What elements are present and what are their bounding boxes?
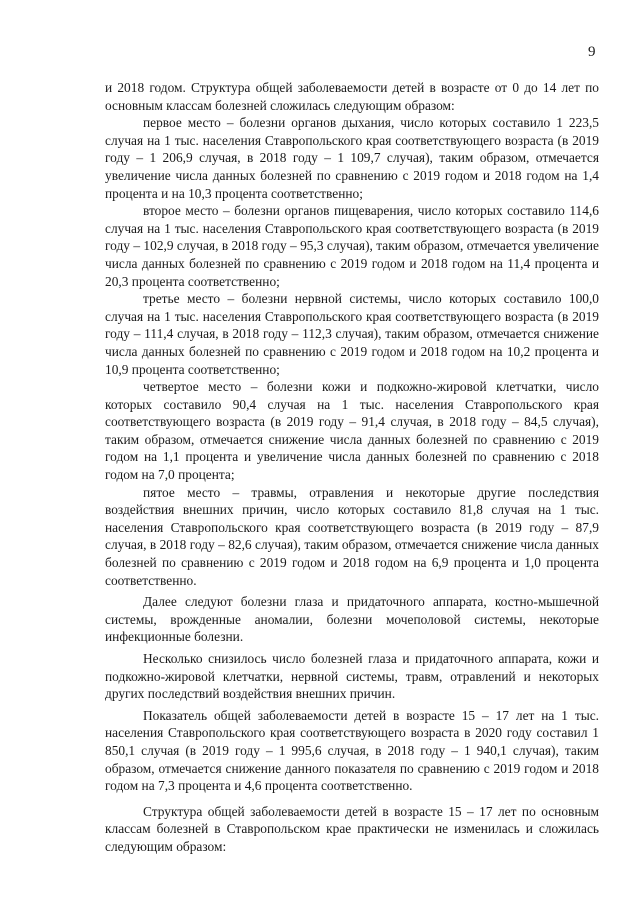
- paragraph-fourth-place: четвертое место – болезни кожи и подкожно-жировой клетчатки, число которых составило 90,4 случая на 1 тыс. населения Ставропольского края соответствующего возраста (в 2019 году – 91,4 случая, в 2018 году – 84,5 случая), таким образом, отмечается снижение числа данных болезней по сравнению с 2019 годом на 1,1 процента и увеличение числа данных болезней по сравнению с 2018 годом на 7,0 процента;: [105, 379, 599, 483]
- paragraph-intro: и 2018 годом. Структура общей заболеваемости детей в возрасте от 0 до 14 лет по основным классам болезней сложилась следующим образом:: [105, 80, 599, 113]
- paragraph-teen-structure: Структура общей заболеваемости детей в возрасте 15 – 17 лет по основным классам болезней в Ставропольском крае практически не изменилась и сложилась следующим образом:: [105, 803, 599, 854]
- paragraph-teen-indicator: Показатель общей заболеваемости детей в возрасте 15 – 17 лет на 1 тыс. населения Ставропольского края соответствующего возраста в 2020 году составил 1 850,1 случая (в 2019 году – 1 995,6 случая, в 2018 году – 1 940,1 случая), таким образом, отмечается снижение данного показателя по сравнению с 2019 годом и 2018 годом на 7,3 процента и 4,6 процента соответственно.: [105, 707, 599, 794]
- paragraph-second-place: второе место – болезни органов пищеварения, число которых составило 114,6 случая на 1 тыс. населения Ставропольского края соответствующего возраста (в 2019 году – 102,9 случая, в 2018 году – 95,3 случая), таким образом, отмечается увеличение числа данных болезней по сравнению с 2019 годом и 2018 годом на 11,4 процента и 20,3 процента соответственно;: [105, 203, 599, 289]
- document-body: [105, 79, 599, 856]
- page-number: 9: [588, 44, 596, 60]
- paragraph-following-diseases: Далее следуют болезни глаза и придаточного аппарата, костно-мышечной системы, врожденные аномалии, болезни мочеполовой системы, некоторые инфекционные болезни.: [105, 594, 599, 645]
- paragraph-fifth-place: пятое место – травмы, отравления и некоторые другие последствия воздействия внешних причин, число которых составило 81,8 случая на 1 тыс. населения Ставропольского края соответствующего возраста (в 2019 году – 87,9 случая, в 2018 году – 82,6 случая), таким образом, отмечается снижение числа данных болезней по сравнению с 2019 годом и 2018 годом на 6,9 процента и 1,0 процента соответственно.: [105, 484, 599, 588]
- paragraph-first-place: первое место – болезни органов дыхания, число которых составило 1 223,5 случая на 1 тыс. населения Ставропольского края соответствующего возраста (в 2019 году – 1 206,9 случая, в 2018 году – 1 109,7 случая), таким образом, отмечается увеличение числа данных болезней по сравнению с 2019 годом и 2018 годом на 1,4 процента и на 10,3 процента соответственно;: [105, 115, 599, 201]
- paragraph-third-place: третье место – болезни нервной системы, число которых составило 100,0 случая на 1 тыс. населения Ставропольского края соответствующего возраста (в 2019 году – 111,4 случая, в 2018 году – 112,3 случая), таким образом, отмечается снижение числа данных болезней по сравнению с 2019 годом и 2018 годом на 10,2 процента и 10,9 процента соответственно;: [105, 291, 599, 377]
- paragraph-decreased-diseases: Несколько снизилось число болезней глаза и придаточного аппарата, кожи и подкожно-жировой клетчатки, нервной системы, травм, отравлений и некоторых других последствий воздействия внешних причин.: [105, 651, 599, 702]
